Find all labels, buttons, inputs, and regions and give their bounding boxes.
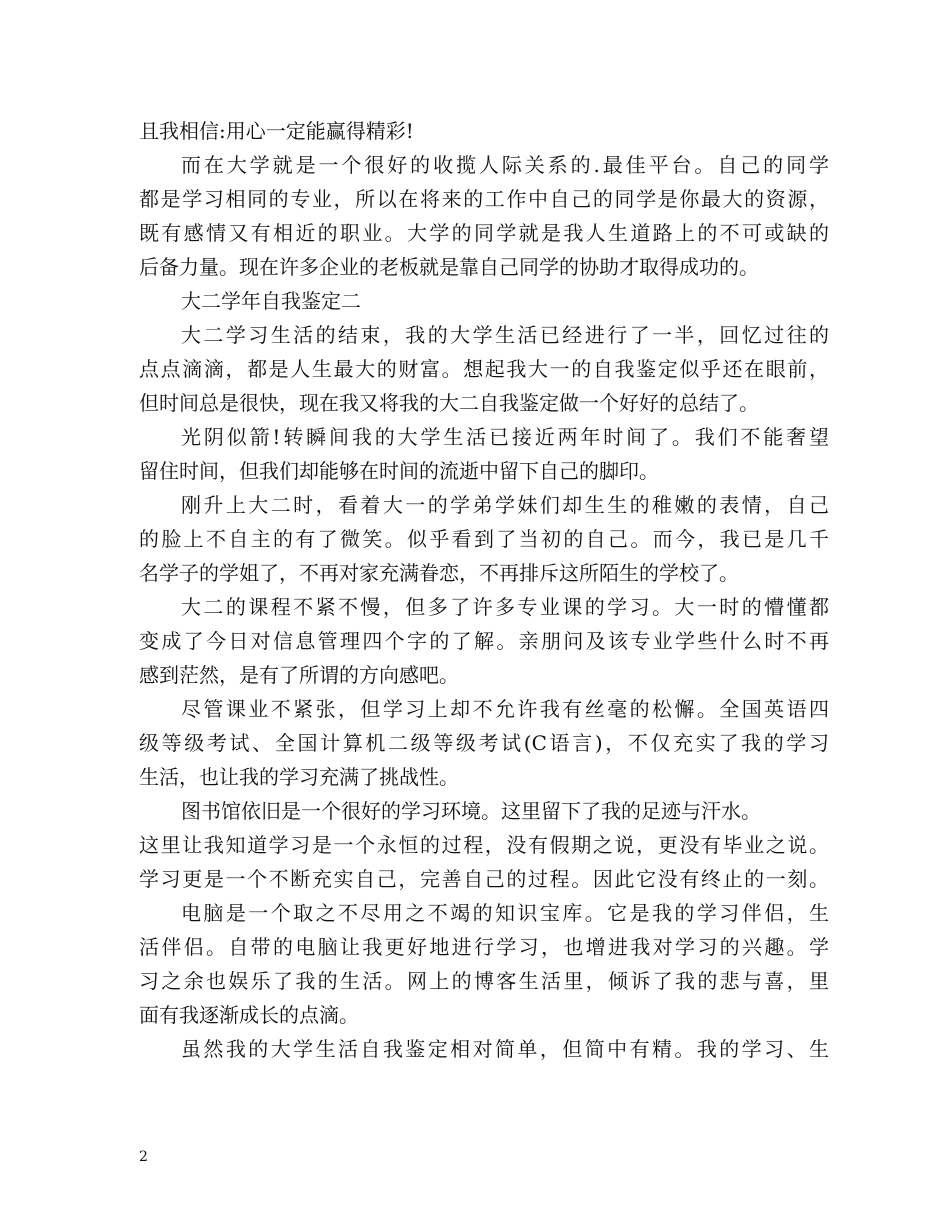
text-line: 学习更是一个不断充实自己，完善自己的过程。因此它没有终止的一刻。	[139, 867, 829, 891]
body-text	[139, 114, 829, 1066]
text-line: 尽管课业不紧张，但学习上却不允许我有丝毫的松懈。全国英语四	[181, 697, 829, 721]
text-line: 面有我逐渐成长的点滴。	[139, 1003, 359, 1027]
text-line: 且我相信:用心一定能赢得精彩!	[139, 119, 414, 143]
text-line: 大二的课程不紧不慢，但多了许多专业课的学习。大一时的懵懂都	[181, 595, 829, 619]
text-line: 级等级考试、全国计算机二级等级考试(C语言)，不仅充实了我的学习	[139, 731, 829, 755]
text-line: 活伴侣。自带的电脑让我更好地进行学习，也增进我对学习的兴趣。学	[139, 935, 829, 959]
text-line: 光阴似箭!转瞬间我的大学生活已接近两年时间了。我们不能奢望	[181, 425, 829, 449]
text-line: 点点滴滴，都是人生最大的财富。想起我大一的自我鉴定似乎还在眼前，	[139, 357, 829, 381]
text-line: 习之余也娱乐了我的生活。网上的博客生活里，倾诉了我的悲与喜，里	[139, 969, 829, 993]
text-line: 既有感情又有相近的职业。大学的同学就是我人生道路上的不可或缺的	[139, 221, 829, 245]
text-line: 后备力量。现在许多企业的老板就是靠自己同学的协助才取得成功的。	[139, 255, 759, 279]
text-line: 变成了今日对信息管理四个字的了解。亲朋问及该专业学些什么时不再	[139, 629, 829, 653]
page-number: 2	[139, 1149, 148, 1165]
text-line: 感到茫然，是有了所谓的方向感吧。	[139, 663, 459, 687]
text-line: 刚升上大二时，看着大一的学弟学妹们却生生的稚嫩的表情，自己	[181, 493, 829, 517]
text-line: 电脑是一个取之不尽用之不竭的知识宝库。它是我的学习伴侣，生	[181, 901, 829, 925]
text-line: 但时间总是很快，现在我又将我的大二自我鉴定做一个好好的总结了。	[139, 391, 759, 415]
text-line: 留住时间，但我们却能够在时间的流逝中留下自己的脚印。	[139, 459, 659, 483]
text-line: 这里让我知道学习是一个永恒的过程，没有假期之说，更没有毕业之说。	[139, 833, 829, 857]
text-line: 大二学年自我鉴定二	[181, 289, 361, 313]
text-line: 生活，也让我的学习充满了挑战性。	[139, 765, 459, 789]
text-line: 图书馆依旧是一个很好的学习环境。这里留下了我的足迹与汗水。	[181, 799, 761, 823]
text-line: 大二学习生活的结束，我的大学生活已经进行了一半，回忆过往的	[181, 323, 829, 347]
text-line: 名学子的学姐了，不再对家充满眷恋，不再排斥这所陌生的学校了。	[139, 561, 739, 585]
text-line: 都是学习相同的专业，所以在将来的工作中自己的同学是你最大的资源，	[139, 187, 829, 211]
text-line: 的脸上不自主的有了微笑。似乎看到了当初的自己。而今，我已是几千	[139, 527, 829, 551]
text-line: 虽然我的大学生活自我鉴定相对简单，但简中有精。我的学习、生	[181, 1037, 829, 1061]
text-line: 而在大学就是一个很好的收揽人际关系的.最佳平台。自己的同学	[181, 153, 829, 177]
